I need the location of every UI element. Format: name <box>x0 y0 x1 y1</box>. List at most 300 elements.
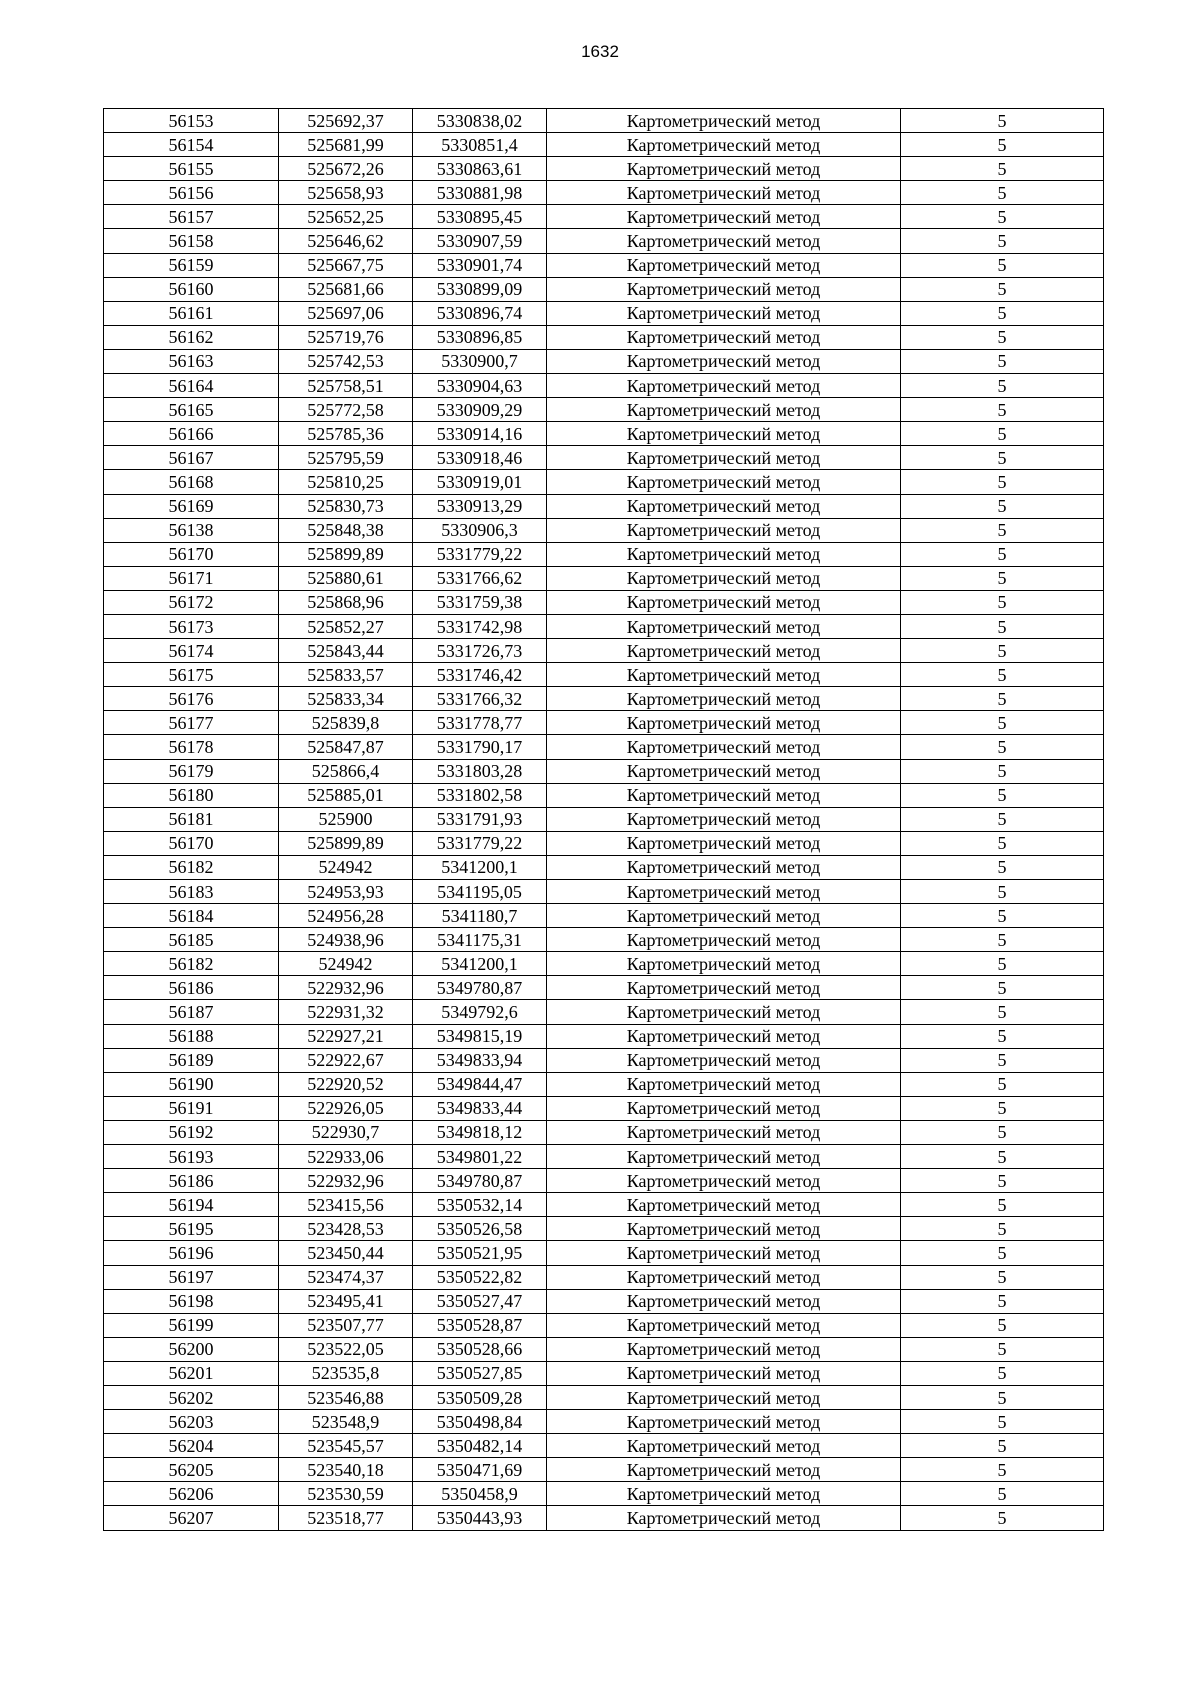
point-number-cell: 56188 <box>104 1024 279 1048</box>
accuracy-cell: 5 <box>901 1072 1104 1096</box>
point-number-cell: 56184 <box>104 904 279 928</box>
point-number-cell: 56203 <box>104 1410 279 1434</box>
x-coordinate-cell: 525899,89 <box>279 542 413 566</box>
point-number-cell: 56189 <box>104 1048 279 1072</box>
accuracy-cell: 5 <box>901 687 1104 711</box>
y-coordinate-cell: 5350471,69 <box>413 1458 547 1482</box>
x-coordinate-cell: 525866,4 <box>279 759 413 783</box>
accuracy-cell: 5 <box>901 663 1104 687</box>
table-row <box>104 783 1104 807</box>
method-cell: Картометрический метод <box>547 109 901 133</box>
point-number-cell: 56186 <box>104 1169 279 1193</box>
table-row <box>104 1000 1104 1024</box>
method-cell: Картометрический метод <box>547 711 901 735</box>
point-number-cell: 56155 <box>104 157 279 181</box>
table-row <box>104 446 1104 470</box>
x-coordinate-cell: 523522,05 <box>279 1337 413 1361</box>
x-coordinate-cell: 523545,57 <box>279 1434 413 1458</box>
accuracy-cell: 5 <box>901 783 1104 807</box>
table-row <box>104 229 1104 253</box>
x-coordinate-cell: 525667,75 <box>279 253 413 277</box>
x-coordinate-cell: 522920,52 <box>279 1072 413 1096</box>
y-coordinate-cell: 5330863,61 <box>413 157 547 181</box>
y-coordinate-cell: 5331803,28 <box>413 759 547 783</box>
table-row <box>104 1385 1104 1409</box>
accuracy-cell: 5 <box>901 1506 1104 1530</box>
point-number-cell: 56190 <box>104 1072 279 1096</box>
coordinates-table <box>103 108 1104 1531</box>
accuracy-cell: 5 <box>901 1385 1104 1409</box>
accuracy-cell: 5 <box>901 711 1104 735</box>
point-number-cell: 56166 <box>104 422 279 446</box>
point-number-cell: 56165 <box>104 398 279 422</box>
x-coordinate-cell: 525839,8 <box>279 711 413 735</box>
point-number-cell: 56204 <box>104 1434 279 1458</box>
accuracy-cell: 5 <box>901 1000 1104 1024</box>
x-coordinate-cell: 525852,27 <box>279 614 413 638</box>
x-coordinate-cell: 522922,67 <box>279 1048 413 1072</box>
point-number-cell: 56171 <box>104 566 279 590</box>
point-number-cell: 56156 <box>104 181 279 205</box>
point-number-cell: 56186 <box>104 976 279 1000</box>
table-row <box>104 1313 1104 1337</box>
x-coordinate-cell: 525868,96 <box>279 590 413 614</box>
table-row <box>104 1072 1104 1096</box>
point-number-cell: 56196 <box>104 1241 279 1265</box>
table-row <box>104 1096 1104 1120</box>
method-cell: Картометрический метод <box>547 229 901 253</box>
point-number-cell: 56183 <box>104 880 279 904</box>
accuracy-cell: 5 <box>901 1361 1104 1385</box>
accuracy-cell: 5 <box>901 518 1104 542</box>
method-cell: Картометрический метод <box>547 349 901 373</box>
point-number-cell: 56207 <box>104 1506 279 1530</box>
method-cell: Картометрический метод <box>547 205 901 229</box>
x-coordinate-cell: 525830,73 <box>279 494 413 518</box>
table-row <box>104 759 1104 783</box>
method-cell: Картометрический метод <box>547 1145 901 1169</box>
accuracy-cell: 5 <box>901 277 1104 301</box>
method-cell: Картометрический метод <box>547 518 901 542</box>
point-number-cell: 56193 <box>104 1145 279 1169</box>
method-cell: Картометрический метод <box>547 422 901 446</box>
point-number-cell: 56164 <box>104 374 279 398</box>
x-coordinate-cell: 523530,59 <box>279 1482 413 1506</box>
accuracy-cell: 5 <box>901 1434 1104 1458</box>
x-coordinate-cell: 525833,57 <box>279 663 413 687</box>
y-coordinate-cell: 5350528,66 <box>413 1337 547 1361</box>
y-coordinate-cell: 5350528,87 <box>413 1313 547 1337</box>
method-cell: Картометрический метод <box>547 157 901 181</box>
method-cell: Картометрический метод <box>547 735 901 759</box>
point-number-cell: 56191 <box>104 1096 279 1120</box>
x-coordinate-cell: 525810,25 <box>279 470 413 494</box>
method-cell: Картометрический метод <box>547 928 901 952</box>
table-row <box>104 1506 1104 1530</box>
y-coordinate-cell: 5341180,7 <box>413 904 547 928</box>
y-coordinate-cell: 5330904,63 <box>413 374 547 398</box>
method-cell: Картометрический метод <box>547 277 901 301</box>
x-coordinate-cell: 525681,99 <box>279 133 413 157</box>
y-coordinate-cell: 5349844,47 <box>413 1072 547 1096</box>
x-coordinate-cell: 524953,93 <box>279 880 413 904</box>
accuracy-cell: 5 <box>901 1217 1104 1241</box>
y-coordinate-cell: 5331742,98 <box>413 614 547 638</box>
method-cell: Картометрический метод <box>547 398 901 422</box>
point-number-cell: 56153 <box>104 109 279 133</box>
x-coordinate-cell: 523548,9 <box>279 1410 413 1434</box>
point-number-cell: 56201 <box>104 1361 279 1385</box>
y-coordinate-cell: 5330919,01 <box>413 470 547 494</box>
x-coordinate-cell: 523474,37 <box>279 1265 413 1289</box>
x-coordinate-cell: 523415,56 <box>279 1193 413 1217</box>
point-number-cell: 56182 <box>104 855 279 879</box>
x-coordinate-cell: 522926,05 <box>279 1096 413 1120</box>
point-number-cell: 56169 <box>104 494 279 518</box>
x-coordinate-cell: 523540,18 <box>279 1458 413 1482</box>
method-cell: Картометрический метод <box>547 687 901 711</box>
y-coordinate-cell: 5341195,05 <box>413 880 547 904</box>
point-number-cell: 56199 <box>104 1313 279 1337</box>
y-coordinate-cell: 5331766,32 <box>413 687 547 711</box>
table-row <box>104 422 1104 446</box>
y-coordinate-cell: 5341200,1 <box>413 855 547 879</box>
point-number-cell: 56205 <box>104 1458 279 1482</box>
method-cell: Картометрический метод <box>547 1337 901 1361</box>
point-number-cell: 56178 <box>104 735 279 759</box>
table-row <box>104 590 1104 614</box>
point-number-cell: 56182 <box>104 952 279 976</box>
y-coordinate-cell: 5330899,09 <box>413 277 547 301</box>
point-number-cell: 56161 <box>104 301 279 325</box>
accuracy-cell: 5 <box>901 470 1104 494</box>
accuracy-cell: 5 <box>901 374 1104 398</box>
method-cell: Картометрический метод <box>547 1458 901 1482</box>
x-coordinate-cell: 523507,77 <box>279 1313 413 1337</box>
y-coordinate-cell: 5330909,29 <box>413 398 547 422</box>
table-row <box>104 1217 1104 1241</box>
point-number-cell: 56174 <box>104 639 279 663</box>
method-cell: Картометрический метод <box>547 494 901 518</box>
point-number-cell: 56181 <box>104 807 279 831</box>
table-row <box>104 518 1104 542</box>
x-coordinate-cell: 525885,01 <box>279 783 413 807</box>
x-coordinate-cell: 525795,59 <box>279 446 413 470</box>
method-cell: Картометрический метод <box>547 1313 901 1337</box>
method-cell: Картометрический метод <box>547 1434 901 1458</box>
y-coordinate-cell: 5331802,58 <box>413 783 547 807</box>
y-coordinate-cell: 5330918,46 <box>413 446 547 470</box>
point-number-cell: 56206 <box>104 1482 279 1506</box>
method-cell: Картометрический метод <box>547 880 901 904</box>
method-cell: Картометрический метод <box>547 1289 901 1313</box>
method-cell: Картометрический метод <box>547 325 901 349</box>
y-coordinate-cell: 5349780,87 <box>413 1169 547 1193</box>
x-coordinate-cell: 524938,96 <box>279 928 413 952</box>
table-row <box>104 1337 1104 1361</box>
x-coordinate-cell: 525843,44 <box>279 639 413 663</box>
x-coordinate-cell: 522931,32 <box>279 1000 413 1024</box>
point-number-cell: 56173 <box>104 614 279 638</box>
table-row <box>104 1024 1104 1048</box>
method-cell: Картометрический метод <box>547 1217 901 1241</box>
accuracy-cell: 5 <box>901 157 1104 181</box>
accuracy-cell: 5 <box>901 976 1104 1000</box>
method-cell: Картометрический метод <box>547 1169 901 1193</box>
accuracy-cell: 5 <box>901 590 1104 614</box>
table-row <box>104 253 1104 277</box>
point-number-cell: 56167 <box>104 446 279 470</box>
table-row <box>104 639 1104 663</box>
table-row <box>104 1361 1104 1385</box>
method-cell: Картометрический метод <box>547 976 901 1000</box>
accuracy-cell: 5 <box>901 1289 1104 1313</box>
x-coordinate-cell: 524942 <box>279 952 413 976</box>
method-cell: Картометрический метод <box>547 1096 901 1120</box>
x-coordinate-cell: 525742,53 <box>279 349 413 373</box>
accuracy-cell: 5 <box>901 1120 1104 1144</box>
table-row <box>104 1410 1104 1434</box>
x-coordinate-cell: 525785,36 <box>279 422 413 446</box>
x-coordinate-cell: 523546,88 <box>279 1385 413 1409</box>
point-number-cell: 56157 <box>104 205 279 229</box>
accuracy-cell: 5 <box>901 253 1104 277</box>
accuracy-cell: 5 <box>901 614 1104 638</box>
point-number-cell: 56200 <box>104 1337 279 1361</box>
x-coordinate-cell: 525681,66 <box>279 277 413 301</box>
method-cell: Картометрический метод <box>547 446 901 470</box>
x-coordinate-cell: 525900 <box>279 807 413 831</box>
method-cell: Картометрический метод <box>547 614 901 638</box>
x-coordinate-cell: 525672,26 <box>279 157 413 181</box>
table-row <box>104 157 1104 181</box>
y-coordinate-cell: 5330896,85 <box>413 325 547 349</box>
point-number-cell: 56168 <box>104 470 279 494</box>
accuracy-cell: 5 <box>901 1410 1104 1434</box>
accuracy-cell: 5 <box>901 542 1104 566</box>
table-row <box>104 952 1104 976</box>
x-coordinate-cell: 522932,96 <box>279 976 413 1000</box>
x-coordinate-cell: 523450,44 <box>279 1241 413 1265</box>
x-coordinate-cell: 522930,7 <box>279 1120 413 1144</box>
method-cell: Картометрический метод <box>547 1193 901 1217</box>
table-row <box>104 928 1104 952</box>
point-number-cell: 56163 <box>104 349 279 373</box>
x-coordinate-cell: 524956,28 <box>279 904 413 928</box>
table-row <box>104 1120 1104 1144</box>
y-coordinate-cell: 5330895,45 <box>413 205 547 229</box>
method-cell: Картометрический метод <box>547 1385 901 1409</box>
table-row <box>104 614 1104 638</box>
table-row <box>104 205 1104 229</box>
point-number-cell: 56202 <box>104 1385 279 1409</box>
accuracy-cell: 5 <box>901 928 1104 952</box>
accuracy-cell: 5 <box>901 904 1104 928</box>
y-coordinate-cell: 5350443,93 <box>413 1506 547 1530</box>
y-coordinate-cell: 5350482,14 <box>413 1434 547 1458</box>
method-cell: Картометрический метод <box>547 639 901 663</box>
point-number-cell: 56160 <box>104 277 279 301</box>
table-row <box>104 807 1104 831</box>
accuracy-cell: 5 <box>901 1482 1104 1506</box>
x-coordinate-cell: 525847,87 <box>279 735 413 759</box>
accuracy-cell: 5 <box>901 1024 1104 1048</box>
coordinates-table-body <box>104 109 1104 1531</box>
point-number-cell: 56176 <box>104 687 279 711</box>
method-cell: Картометрический метод <box>547 470 901 494</box>
method-cell: Картометрический метод <box>547 831 901 855</box>
method-cell: Картометрический метод <box>547 1482 901 1506</box>
table-row <box>104 1265 1104 1289</box>
point-number-cell: 56177 <box>104 711 279 735</box>
point-number-cell: 56175 <box>104 663 279 687</box>
y-coordinate-cell: 5330907,59 <box>413 229 547 253</box>
y-coordinate-cell: 5331791,93 <box>413 807 547 831</box>
point-number-cell: 56198 <box>104 1289 279 1313</box>
x-coordinate-cell: 525719,76 <box>279 325 413 349</box>
y-coordinate-cell: 5349833,94 <box>413 1048 547 1072</box>
table-row <box>104 494 1104 518</box>
accuracy-cell: 5 <box>901 325 1104 349</box>
method-cell: Картометрический метод <box>547 1361 901 1385</box>
y-coordinate-cell: 5349818,12 <box>413 1120 547 1144</box>
table-row <box>104 663 1104 687</box>
y-coordinate-cell: 5330901,74 <box>413 253 547 277</box>
accuracy-cell: 5 <box>901 205 1104 229</box>
table-row <box>104 687 1104 711</box>
method-cell: Картометрический метод <box>547 855 901 879</box>
x-coordinate-cell: 522927,21 <box>279 1024 413 1048</box>
table-row <box>104 1458 1104 1482</box>
table-row <box>104 1241 1104 1265</box>
point-number-cell: 56179 <box>104 759 279 783</box>
point-number-cell: 56162 <box>104 325 279 349</box>
table-row <box>104 325 1104 349</box>
method-cell: Картометрический метод <box>547 542 901 566</box>
accuracy-cell: 5 <box>901 855 1104 879</box>
y-coordinate-cell: 5331759,38 <box>413 590 547 614</box>
y-coordinate-cell: 5330914,16 <box>413 422 547 446</box>
method-cell: Картометрический метод <box>547 904 901 928</box>
accuracy-cell: 5 <box>901 1048 1104 1072</box>
table-row <box>104 566 1104 590</box>
table-row <box>104 301 1104 325</box>
y-coordinate-cell: 5330900,7 <box>413 349 547 373</box>
y-coordinate-cell: 5331746,42 <box>413 663 547 687</box>
method-cell: Картометрический метод <box>547 759 901 783</box>
method-cell: Картометрический метод <box>547 1024 901 1048</box>
table-row <box>104 349 1104 373</box>
accuracy-cell: 5 <box>901 229 1104 253</box>
y-coordinate-cell: 5350498,84 <box>413 1410 547 1434</box>
method-cell: Картометрический метод <box>547 807 901 831</box>
y-coordinate-cell: 5350522,82 <box>413 1265 547 1289</box>
table-row <box>104 711 1104 735</box>
point-number-cell: 56197 <box>104 1265 279 1289</box>
accuracy-cell: 5 <box>901 181 1104 205</box>
point-number-cell: 56172 <box>104 590 279 614</box>
point-number-cell: 56180 <box>104 783 279 807</box>
table-row <box>104 109 1104 133</box>
y-coordinate-cell: 5350532,14 <box>413 1193 547 1217</box>
accuracy-cell: 5 <box>901 1265 1104 1289</box>
table-row <box>104 1482 1104 1506</box>
x-coordinate-cell: 525697,06 <box>279 301 413 325</box>
accuracy-cell: 5 <box>901 735 1104 759</box>
table-row <box>104 1289 1104 1313</box>
x-coordinate-cell: 525880,61 <box>279 566 413 590</box>
table-row <box>104 470 1104 494</box>
point-number-cell: 56154 <box>104 133 279 157</box>
accuracy-cell: 5 <box>901 1337 1104 1361</box>
y-coordinate-cell: 5341200,1 <box>413 952 547 976</box>
accuracy-cell: 5 <box>901 807 1104 831</box>
accuracy-cell: 5 <box>901 639 1104 663</box>
y-coordinate-cell: 5341175,31 <box>413 928 547 952</box>
method-cell: Картометрический метод <box>547 590 901 614</box>
accuracy-cell: 5 <box>901 301 1104 325</box>
table-row <box>104 904 1104 928</box>
method-cell: Картометрический метод <box>547 181 901 205</box>
method-cell: Картометрический метод <box>547 253 901 277</box>
y-coordinate-cell: 5349792,6 <box>413 1000 547 1024</box>
y-coordinate-cell: 5330913,29 <box>413 494 547 518</box>
method-cell: Картометрический метод <box>547 1000 901 1024</box>
table-row <box>104 542 1104 566</box>
method-cell: Картометрический метод <box>547 301 901 325</box>
accuracy-cell: 5 <box>901 109 1104 133</box>
table-row <box>104 1145 1104 1169</box>
point-number-cell: 56170 <box>104 831 279 855</box>
method-cell: Картометрический метод <box>547 1072 901 1096</box>
y-coordinate-cell: 5331778,77 <box>413 711 547 735</box>
x-coordinate-cell: 522933,06 <box>279 1145 413 1169</box>
accuracy-cell: 5 <box>901 133 1104 157</box>
accuracy-cell: 5 <box>901 1096 1104 1120</box>
y-coordinate-cell: 5350521,95 <box>413 1241 547 1265</box>
accuracy-cell: 5 <box>901 831 1104 855</box>
method-cell: Картометрический метод <box>547 952 901 976</box>
point-number-cell: 56158 <box>104 229 279 253</box>
table-row <box>104 880 1104 904</box>
accuracy-cell: 5 <box>901 759 1104 783</box>
accuracy-cell: 5 <box>901 1241 1104 1265</box>
method-cell: Картометрический метод <box>547 663 901 687</box>
x-coordinate-cell: 523495,41 <box>279 1289 413 1313</box>
table-row <box>104 976 1104 1000</box>
table-row <box>104 1169 1104 1193</box>
x-coordinate-cell: 524942 <box>279 855 413 879</box>
table-row <box>104 1193 1104 1217</box>
accuracy-cell: 5 <box>901 1458 1104 1482</box>
method-cell: Картометрический метод <box>547 1506 901 1530</box>
page-number: 1632 <box>581 42 619 61</box>
x-coordinate-cell: 525899,89 <box>279 831 413 855</box>
accuracy-cell: 5 <box>901 422 1104 446</box>
table-row <box>104 735 1104 759</box>
table-row <box>104 277 1104 301</box>
point-number-cell: 56187 <box>104 1000 279 1024</box>
y-coordinate-cell: 5350458,9 <box>413 1482 547 1506</box>
y-coordinate-cell: 5331779,22 <box>413 542 547 566</box>
table-row <box>104 1048 1104 1072</box>
table-row <box>104 374 1104 398</box>
y-coordinate-cell: 5350526,58 <box>413 1217 547 1241</box>
x-coordinate-cell: 523428,53 <box>279 1217 413 1241</box>
table-row <box>104 398 1104 422</box>
x-coordinate-cell: 525652,25 <box>279 205 413 229</box>
x-coordinate-cell: 523518,77 <box>279 1506 413 1530</box>
